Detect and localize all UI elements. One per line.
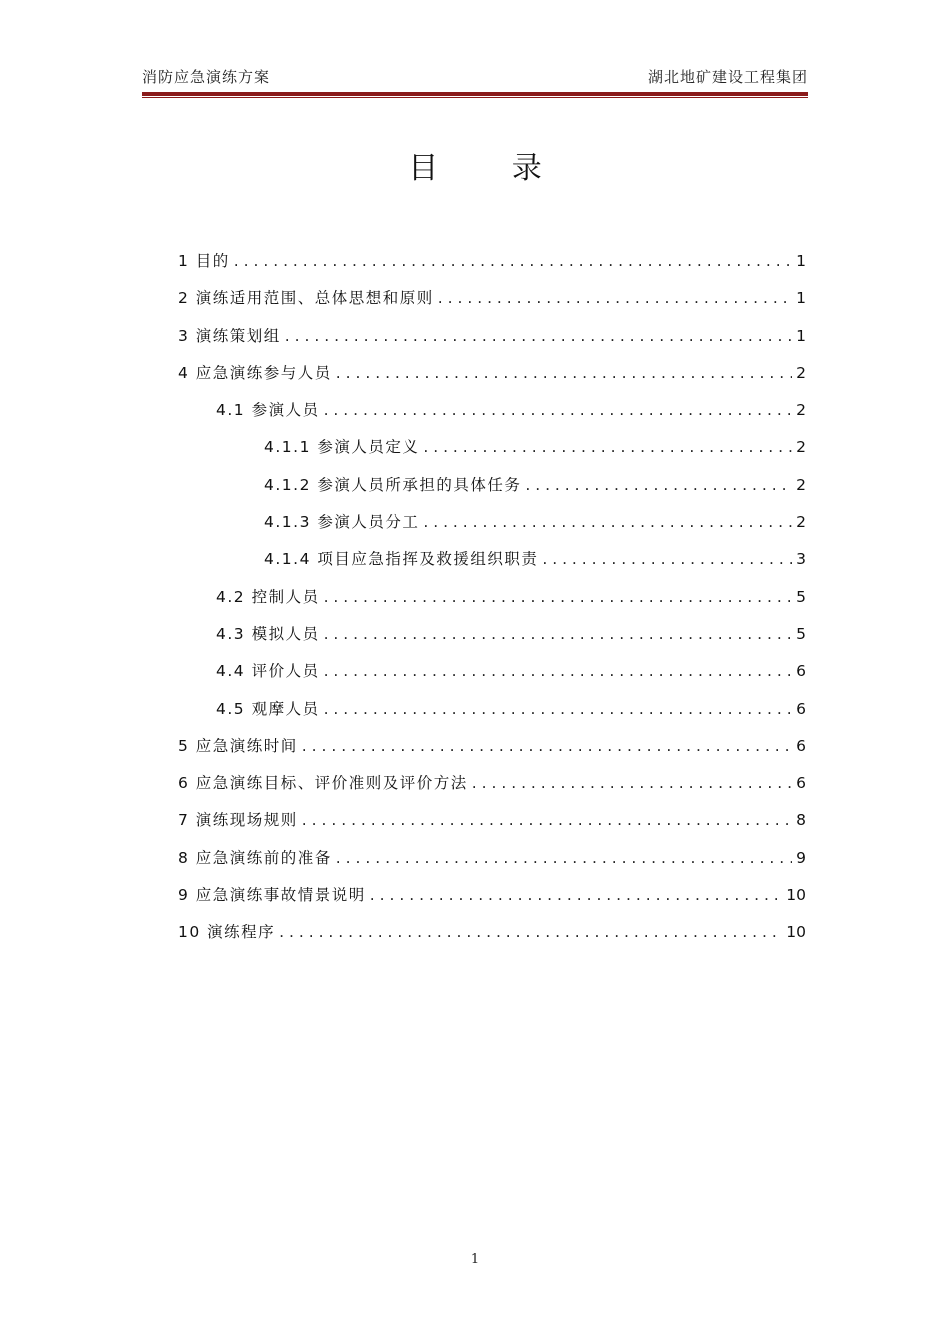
- toc-entry-page: 10: [786, 923, 806, 942]
- toc-entry[interactable]: [178, 286, 806, 323]
- toc-leader-dots: [472, 774, 792, 792]
- toc-entry-label: 4.4 评价人员: [216, 662, 320, 681]
- toc-entry-label: 4.1.1 参演人员定义: [264, 438, 420, 457]
- toc-entry-label: 2 演练适用范围、总体思想和原则: [178, 289, 434, 308]
- toc-entry-page: 3: [796, 550, 806, 569]
- toc-entry-label: 9 应急演练事故情景说明: [178, 886, 366, 905]
- toc-leader-dots: [438, 289, 792, 307]
- toc-entry-page: 6: [796, 774, 806, 793]
- toc-entry-label: 5 应急演练时间: [178, 736, 298, 755]
- toc-leader-dots: [525, 476, 792, 494]
- toc-entry-page: 5: [796, 624, 806, 643]
- toc-leader-dots: [302, 737, 792, 755]
- toc-entry-page: 6: [796, 699, 806, 718]
- toc-leader-dots: [423, 513, 792, 531]
- toc-leader-dots: [279, 923, 782, 941]
- toc-entry-label: 4.2 控制人员: [216, 587, 320, 606]
- toc-entry[interactable]: [178, 734, 806, 771]
- toc-leader-dots: [285, 327, 792, 345]
- page-header: [142, 66, 808, 90]
- toc-leader-dots: [324, 700, 792, 718]
- toc-entry[interactable]: [178, 510, 806, 547]
- toc-entry[interactable]: [178, 697, 806, 734]
- toc-entry-label: 8 应急演练前的准备: [178, 848, 332, 867]
- toc-leader-dots: [302, 811, 792, 829]
- toc-leader-dots: [542, 550, 792, 568]
- toc-leader-dots: [336, 364, 792, 382]
- toc-entry-label: 7 演练现场规则: [178, 811, 298, 830]
- toc-leader-dots: [324, 588, 792, 606]
- toc-entry[interactable]: [178, 771, 806, 808]
- toc-entry-page: 2: [796, 475, 806, 494]
- toc-entry-label: 10 演练程序: [178, 923, 276, 942]
- toc-entry-page: 5: [796, 587, 806, 606]
- toc-entry-page: 6: [796, 662, 806, 681]
- toc-entry-label: 4.3 模拟人员: [216, 624, 320, 643]
- toc-entry-label: 4.5 观摩人员: [216, 699, 320, 718]
- toc-entry-page: 1: [796, 326, 806, 345]
- toc-entry-label: 1 目的: [178, 252, 230, 270]
- toc-leader-dots: [423, 438, 792, 456]
- toc-entry[interactable]: [178, 435, 806, 472]
- header-divider-thin: [142, 97, 808, 98]
- toc-entry-label: 4.1.4 项目应急指挥及救援组织职责: [264, 550, 539, 569]
- toc-entry-label: 4.1.3 参演人员分工: [264, 513, 420, 532]
- toc-entry[interactable]: [178, 249, 806, 286]
- toc-leader-dots: [336, 849, 792, 867]
- toc-entry-label: 4.1 参演人员: [216, 401, 320, 420]
- toc-entry[interactable]: [178, 473, 806, 510]
- toc-entry-page: 10: [786, 886, 806, 905]
- toc-entry[interactable]: [178, 398, 806, 435]
- page-number: 1: [470, 1252, 480, 1267]
- toc-entry-page: 2: [796, 513, 806, 532]
- toc-entry[interactable]: [178, 622, 806, 659]
- toc-leader-dots: [370, 886, 782, 904]
- toc-entry[interactable]: [178, 883, 806, 920]
- toc-entry-label: 4 应急演练参与人员: [178, 363, 332, 382]
- toc-title: 目 录: [408, 151, 574, 186]
- toc-entry-label: 4.1.2 参演人员所承担的具体任务: [264, 475, 522, 494]
- toc-entry-page: 8: [796, 811, 806, 830]
- toc-entry[interactable]: [178, 920, 806, 957]
- toc-entry[interactable]: [178, 585, 806, 622]
- toc-entry[interactable]: [178, 808, 806, 845]
- toc-leader-dots: [324, 662, 792, 680]
- toc-entry-page: 1: [796, 252, 806, 270]
- toc-entry[interactable]: [178, 659, 806, 696]
- header-organization: 湖北地矿建设工程集团: [647, 68, 808, 86]
- toc-entry[interactable]: [178, 846, 806, 883]
- toc-entry-label: 3 演练策划组: [178, 326, 281, 345]
- toc-entry[interactable]: [178, 324, 806, 361]
- toc-entry-page: 6: [796, 736, 806, 755]
- toc-entry-page: 1: [796, 289, 806, 308]
- toc-entry-page: 2: [796, 401, 806, 420]
- toc-entry[interactable]: [178, 547, 806, 584]
- toc-leader-dots: [324, 625, 792, 643]
- toc-entry-page: 2: [796, 438, 806, 457]
- toc-entry[interactable]: [178, 361, 806, 398]
- toc-leader-dots: [324, 401, 792, 419]
- toc-entry-page: 9: [796, 848, 806, 867]
- table-of-contents: [178, 249, 806, 958]
- toc-entry-label: 6 应急演练目标、评价准则及评价方法: [178, 774, 468, 793]
- header-divider: [142, 92, 808, 96]
- toc-leader-dots: [234, 252, 792, 270]
- toc-entry-page: 2: [796, 363, 806, 382]
- header-document-title: 消防应急演练方案: [142, 68, 271, 86]
